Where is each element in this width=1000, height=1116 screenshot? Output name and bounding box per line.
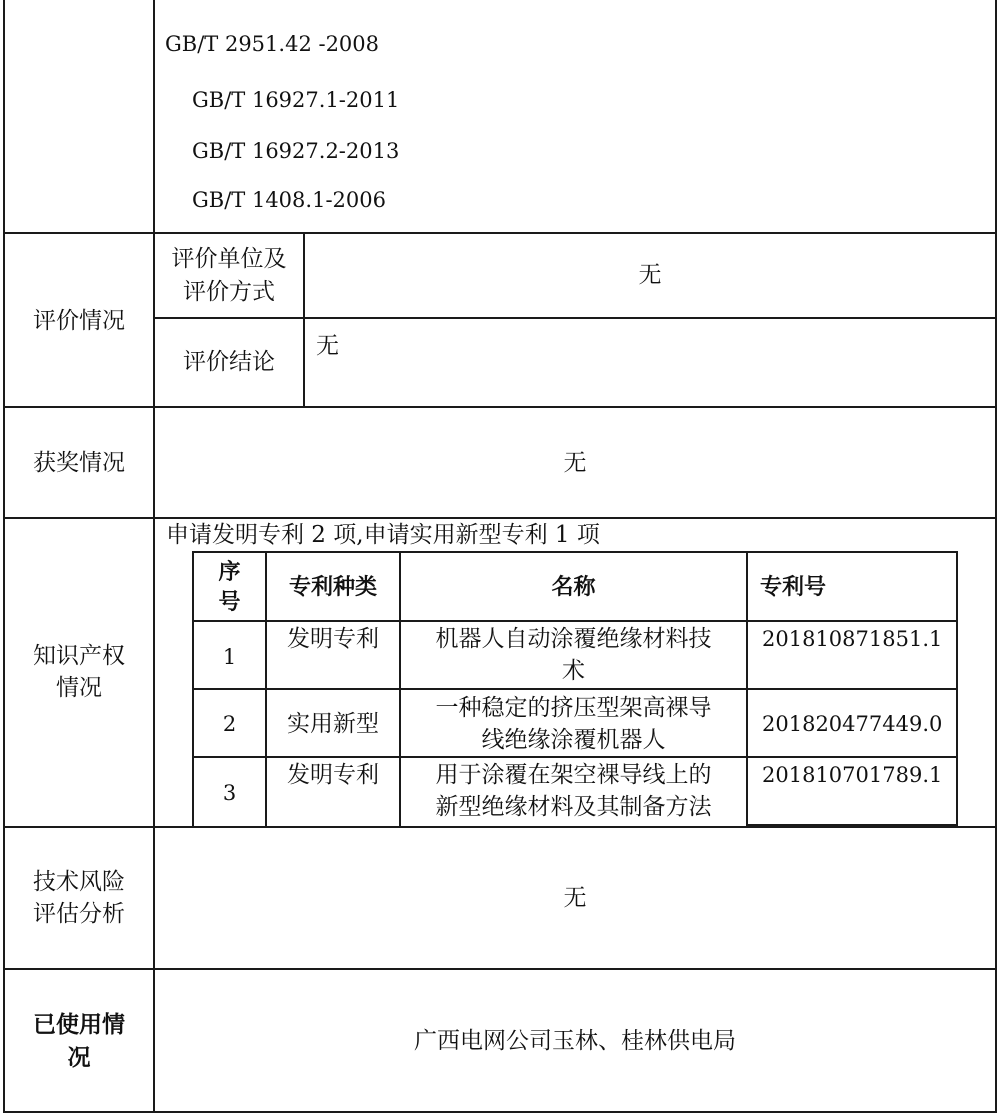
evaluation-conclusion-value: 无 — [316, 333, 339, 359]
patent-row-name-line1: 用于涂覆在架空裸导线上的 — [435, 762, 712, 788]
patent-row-number: 201810701789.1 — [762, 763, 943, 787]
ip-summary: 申请发明专利 2 项,申请实用新型专利 1 项 — [166, 522, 600, 548]
patent-table-col-divider — [746, 551, 748, 826]
patent-row-name-line1: 一种稳定的挤压型架高裸导 — [435, 695, 712, 721]
table-border-bottom — [3, 1111, 997, 1113]
evaluation-unit-label-line2: 评价方式 — [183, 279, 275, 305]
patent-row-type: 发明专利 — [287, 762, 379, 788]
patent-row-name-line2: 新型绝缘材料及其制备方法 — [435, 794, 712, 820]
patent-header-number: 专利号 — [760, 575, 827, 600]
patent-row-name-line1: 机器人自动涂覆绝缘材料技 — [435, 626, 712, 652]
patent-table-bottom-partial — [747, 824, 958, 826]
ip-label-line1: 知识产权 — [33, 643, 125, 669]
patent-row-name-line2: 术 — [562, 658, 585, 684]
row-divider-1 — [3, 232, 997, 234]
standard-item: GB/T 1408.1-2006 — [192, 188, 386, 212]
row-divider-4 — [3, 826, 997, 828]
awards-label: 获奖情况 — [33, 450, 125, 476]
patent-row-name-line2: 线绝缘涂覆机器人 — [481, 727, 666, 753]
evaluation-unit-value: 无 — [638, 262, 662, 288]
standard-item: GB/T 16927.2-2013 — [192, 139, 400, 163]
evaluation-conclusion-label: 评价结论 — [183, 349, 275, 375]
label-column-divider — [153, 0, 155, 1113]
evaluation-unit-label-line1: 评价单位及 — [171, 246, 287, 272]
standard-item: GB/T 2951.42 -2008 — [165, 32, 380, 56]
risk-label-line2: 评估分析 — [33, 901, 125, 927]
patent-row-seq: 3 — [222, 781, 237, 805]
table-border-left — [3, 0, 5, 1113]
evaluation-label: 评价情况 — [33, 308, 125, 334]
patent-row-type: 发明专利 — [287, 626, 379, 652]
patent-row-type: 实用新型 — [287, 711, 379, 737]
patent-header-seq-line2: 号 — [218, 590, 241, 615]
patent-header-seq-line1: 序 — [218, 560, 241, 585]
patent-table-row-divider — [192, 756, 958, 758]
risk-label-line1: 技术风险 — [33, 869, 125, 895]
patent-table-row-divider — [192, 688, 958, 690]
patent-table-header-bottom — [192, 620, 958, 622]
row-divider-2 — [3, 406, 997, 408]
patent-row-number: 201820477449.0 — [762, 712, 943, 736]
ip-label-line2: 情况 — [56, 675, 102, 701]
standard-item: GB/T 16927.1-2011 — [192, 88, 400, 112]
patent-table-top — [192, 551, 958, 553]
usage-label-line1: 已使用情 — [33, 1011, 125, 1038]
table-border-right — [995, 0, 997, 1113]
row-divider-eval-inner — [153, 317, 997, 319]
patent-header-type: 专利种类 — [288, 575, 377, 600]
usage-value: 广西电网公司玉林、桂林供电局 — [414, 1028, 736, 1054]
risk-value: 无 — [563, 885, 587, 911]
patent-row-seq: 2 — [222, 712, 237, 736]
row-divider-5 — [3, 968, 997, 970]
patent-row-seq: 1 — [222, 645, 237, 669]
awards-value: 无 — [563, 450, 587, 476]
patent-table-col-right — [956, 551, 958, 826]
usage-label-line2: 况 — [67, 1044, 91, 1071]
patent-header-name: 名称 — [551, 575, 596, 600]
patent-row-number: 201810871851.1 — [762, 627, 943, 651]
